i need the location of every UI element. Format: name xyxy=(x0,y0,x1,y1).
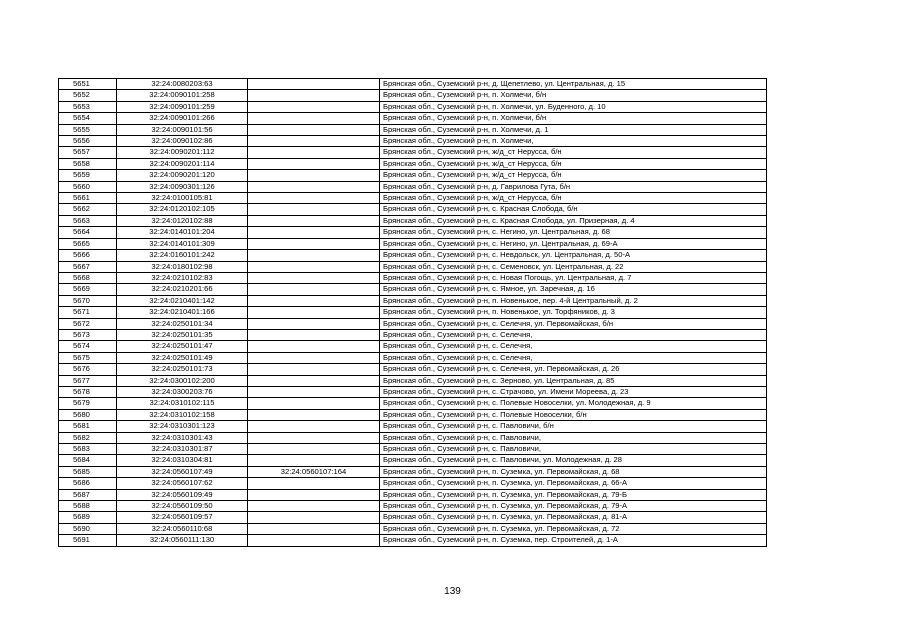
row-number-cell: 5668 xyxy=(59,272,117,283)
table-row xyxy=(59,215,767,226)
row-number-cell: 5684 xyxy=(59,455,117,466)
row-number-cell: 5652 xyxy=(59,90,117,101)
cadastral-number-cell: 32:24:0090101:258 xyxy=(117,90,248,101)
secondary-cadastral-number-cell xyxy=(248,170,380,181)
table-row xyxy=(59,101,767,112)
address-cell: Брянская обл., Суземский р-н, с. Негино, ул. Центральная, д. 68 xyxy=(380,227,767,238)
secondary-cadastral-number-cell xyxy=(248,307,380,318)
secondary-cadastral-number-cell xyxy=(248,455,380,466)
address-cell: Брянская обл., Суземский р-н, с. Страчово, ул. Имени Мореева, д. 23 xyxy=(380,386,767,397)
cadastral-number-cell: 32:24:0210201:66 xyxy=(117,284,248,295)
cadastral-number-cell: 32:24:0250101:47 xyxy=(117,341,248,352)
cadastral-number-cell: 32:24:0210102:83 xyxy=(117,272,248,283)
row-number-cell: 5678 xyxy=(59,386,117,397)
secondary-cadastral-number-cell xyxy=(248,478,380,489)
address-cell: Брянская обл., Суземский р-н, п. Холмечи, ул. Буденного, д. 10 xyxy=(380,101,767,112)
row-number-cell: 5659 xyxy=(59,170,117,181)
cadastral-number-cell: 32:24:0560110:68 xyxy=(117,523,248,534)
table-row xyxy=(59,478,767,489)
table-row xyxy=(59,512,767,523)
secondary-cadastral-number-cell xyxy=(248,329,380,340)
secondary-cadastral-number-cell xyxy=(248,284,380,295)
address-cell: Брянская обл., Суземский р-н, с. Семеновск, ул. Центральная, д. 22 xyxy=(380,261,767,272)
address-cell: Брянская обл., Суземский р-н, с. Негино, ул. Центральная, д. 69-А xyxy=(380,238,767,249)
row-number-cell: 5679 xyxy=(59,398,117,409)
cadastral-number-cell: 32:24:0310304:81 xyxy=(117,455,248,466)
table-row xyxy=(59,432,767,443)
secondary-cadastral-number-cell xyxy=(248,250,380,261)
table-row xyxy=(59,341,767,352)
table-row xyxy=(59,318,767,329)
address-cell: Брянская обл., Суземский р-н, ж/д_ст Неруссa, б/н xyxy=(380,158,767,169)
secondary-cadastral-number-cell xyxy=(248,341,380,352)
table-row xyxy=(59,170,767,181)
row-number-cell: 5677 xyxy=(59,375,117,386)
secondary-cadastral-number-cell xyxy=(248,272,380,283)
cadastral-number-cell: 32:24:0310301:87 xyxy=(117,444,248,455)
address-cell: Брянская обл., Суземский р-н, с. Селечня, ул. Первомайская, д. 26 xyxy=(380,364,767,375)
row-number-cell: 5654 xyxy=(59,113,117,124)
secondary-cadastral-number-cell xyxy=(248,489,380,500)
address-cell: Брянская обл., Суземский р-н, с. Красная Слобода, б/н xyxy=(380,204,767,215)
table-row xyxy=(59,250,767,261)
secondary-cadastral-number-cell xyxy=(248,318,380,329)
address-cell: Брянская обл., Суземский р-н, с. Ямное, ул. Заречная, д. 16 xyxy=(380,284,767,295)
row-number-cell: 5653 xyxy=(59,101,117,112)
row-number-cell: 5651 xyxy=(59,79,117,90)
row-number-cell: 5670 xyxy=(59,295,117,306)
cadastral-number-cell: 32:24:0250101:35 xyxy=(117,329,248,340)
table-row xyxy=(59,501,767,512)
cadastral-number-cell: 32:24:0100105:81 xyxy=(117,193,248,204)
cadastral-number-cell: 32:24:0090101:56 xyxy=(117,124,248,135)
cadastral-number-cell: 32:24:0120102:105 xyxy=(117,204,248,215)
table-row xyxy=(59,227,767,238)
row-number-cell: 5658 xyxy=(59,158,117,169)
table-row xyxy=(59,136,767,147)
cadastral-number-cell: 32:24:0090201:120 xyxy=(117,170,248,181)
table-row xyxy=(59,375,767,386)
row-number-cell: 5680 xyxy=(59,409,117,420)
row-number-cell: 5690 xyxy=(59,523,117,534)
cadastral-number-cell: 32:24:0310301:43 xyxy=(117,432,248,443)
row-number-cell: 5665 xyxy=(59,238,117,249)
address-cell: Брянская обл., Суземский р-н, с. Зерново, ул. Центральная, д. 85 xyxy=(380,375,767,386)
row-number-cell: 5686 xyxy=(59,478,117,489)
row-number-cell: 5655 xyxy=(59,124,117,135)
table-row xyxy=(59,272,767,283)
cadastral-number-cell: 32:24:0140101:204 xyxy=(117,227,248,238)
address-cell: Брянская обл., Суземский р-н, с. Павловичи, xyxy=(380,432,767,443)
secondary-cadastral-number-cell xyxy=(248,158,380,169)
address-cell: Брянская обл., Суземский р-н, п. Новенькое, пер. 4-й Центральный, д. 2 xyxy=(380,295,767,306)
address-cell: Брянская обл., Суземский р-н, ж/д_ст Неруссa, б/н xyxy=(380,193,767,204)
cadastral-number-cell: 32:24:0180102:98 xyxy=(117,261,248,272)
address-cell: Брянская обл., Суземский р-н, с. Павловичи, б/н xyxy=(380,421,767,432)
address-cell: Брянская обл., Суземский р-н, с. Селечня, xyxy=(380,341,767,352)
row-number-cell: 5663 xyxy=(59,215,117,226)
table-row xyxy=(59,466,767,477)
table-row xyxy=(59,329,767,340)
cadastral-number-cell: 32:24:0090301:126 xyxy=(117,181,248,192)
row-number-cell: 5681 xyxy=(59,421,117,432)
secondary-cadastral-number-cell xyxy=(248,409,380,420)
address-cell: Брянская обл., Суземский р-н, п. Холмечи, д. 1 xyxy=(380,124,767,135)
row-number-cell: 5661 xyxy=(59,193,117,204)
row-number-cell: 5673 xyxy=(59,329,117,340)
address-cell: Брянская обл., Суземский р-н, п. Холмечи, б/н xyxy=(380,113,767,124)
secondary-cadastral-number-cell xyxy=(248,535,380,546)
cadastral-number-cell: 32:24:0300203:76 xyxy=(117,386,248,397)
cadastral-number-cell: 32:24:0090101:266 xyxy=(117,113,248,124)
secondary-cadastral-number-cell xyxy=(248,523,380,534)
secondary-cadastral-number-cell xyxy=(248,193,380,204)
table-row xyxy=(59,535,767,546)
cadastral-number-cell: 32:24:0560107:62 xyxy=(117,478,248,489)
address-cell: Брянская обл., Суземский р-н, п. Суземка, пер. Строителей, д. 1-А xyxy=(380,535,767,546)
address-cell: Брянская обл., Суземский р-н, д. Гаврилова Гута, б/н xyxy=(380,181,767,192)
row-number-cell: 5683 xyxy=(59,444,117,455)
secondary-cadastral-number-cell xyxy=(248,295,380,306)
table-row xyxy=(59,386,767,397)
table-row xyxy=(59,90,767,101)
table-row xyxy=(59,489,767,500)
cadastral-number-cell: 32:24:0090102:86 xyxy=(117,136,248,147)
secondary-cadastral-number-cell xyxy=(248,512,380,523)
secondary-cadastral-number-cell xyxy=(248,444,380,455)
row-number-cell: 5671 xyxy=(59,307,117,318)
row-number-cell: 5664 xyxy=(59,227,117,238)
address-cell: Брянская обл., Суземский р-н, с. Павловичи, ул. Молодежная, д. 28 xyxy=(380,455,767,466)
address-cell: Брянская обл., Суземский р-н, с. Новая Погощь, ул. Центральная, д. 7 xyxy=(380,272,767,283)
row-number-cell: 5672 xyxy=(59,318,117,329)
secondary-cadastral-number-cell xyxy=(248,204,380,215)
table-row xyxy=(59,307,767,318)
table-row xyxy=(59,455,767,466)
secondary-cadastral-number-cell xyxy=(248,432,380,443)
secondary-cadastral-number-cell xyxy=(248,375,380,386)
row-number-cell: 5687 xyxy=(59,489,117,500)
table-row xyxy=(59,364,767,375)
cadastral-number-cell: 32:24:0560107:49 xyxy=(117,466,248,477)
table-row xyxy=(59,284,767,295)
table-row xyxy=(59,409,767,420)
cadastral-number-cell: 32:24:0300102:200 xyxy=(117,375,248,386)
address-cell: Брянская обл., Суземский р-н, с. Полевые Новоселки, б/н xyxy=(380,409,767,420)
row-number-cell: 5660 xyxy=(59,181,117,192)
address-cell: Брянская обл., Суземский р-н, п. Новенькое, ул. Торфяников, д. 3 xyxy=(380,307,767,318)
cadastral-number-cell: 32:24:0250101:73 xyxy=(117,364,248,375)
cadastral-number-cell: 32:24:0250101:34 xyxy=(117,318,248,329)
row-number-cell: 5662 xyxy=(59,204,117,215)
cadastral-number-cell: 32:24:0090201:112 xyxy=(117,147,248,158)
table-row xyxy=(59,79,767,90)
secondary-cadastral-number-cell xyxy=(248,136,380,147)
secondary-cadastral-number-cell xyxy=(248,113,380,124)
address-cell: Брянская обл., Суземский р-н, п. Холмечи, б/н xyxy=(380,90,767,101)
address-cell: Брянская обл., Суземский р-н, с. Красная Слобода, ул. Призерная, д. 4 xyxy=(380,215,767,226)
page-number: 139 xyxy=(444,586,461,597)
address-cell: Брянская обл., Суземский р-н, с. Селечня, ул. Первомайская, б/н xyxy=(380,318,767,329)
secondary-cadastral-number-cell xyxy=(248,398,380,409)
secondary-cadastral-number-cell: 32:24:0560107:164 xyxy=(248,466,380,477)
secondary-cadastral-number-cell xyxy=(248,421,380,432)
address-cell: Брянская обл., Суземский р-н, п. Суземка, ул. Первомайская, д. 72 xyxy=(380,523,767,534)
address-cell: Брянская обл., Суземский р-н, д. Щепетлево, ул. Центральная, д. 15 xyxy=(380,79,767,90)
secondary-cadastral-number-cell xyxy=(248,227,380,238)
cadastral-number-cell: 32:24:0310102:158 xyxy=(117,409,248,420)
table-row xyxy=(59,352,767,363)
address-cell: Брянская обл., Суземский р-н, с. Полевые Новоселки, ул. Молодежная, д. 9 xyxy=(380,398,767,409)
row-number-cell: 5691 xyxy=(59,535,117,546)
cadastral-number-cell: 32:24:0560111:130 xyxy=(117,535,248,546)
secondary-cadastral-number-cell xyxy=(248,181,380,192)
address-cell: Брянская обл., Суземский р-н, ж/д_ст Неруссa, б/н xyxy=(380,147,767,158)
row-number-cell: 5667 xyxy=(59,261,117,272)
table-row xyxy=(59,158,767,169)
address-cell: Брянская обл., Суземский р-н, п. Суземка, ул. Первомайская, д. 79-Б xyxy=(380,489,767,500)
address-cell: Брянская обл., Суземский р-н, с. Павловичи, xyxy=(380,444,767,455)
cadastral-number-cell: 32:24:0120102:88 xyxy=(117,215,248,226)
row-number-cell: 5674 xyxy=(59,341,117,352)
cadastral-number-cell: 32:24:0090201:114 xyxy=(117,158,248,169)
secondary-cadastral-number-cell xyxy=(248,352,380,363)
secondary-cadastral-number-cell xyxy=(248,386,380,397)
address-cell: Брянская обл., Суземский р-н, п. Суземка, ул. Первомайская, д. 79-А xyxy=(380,501,767,512)
address-cell: Брянская обл., Суземский р-н, п. Суземка, ул. Первомайская, д. 66-А xyxy=(380,478,767,489)
table-row xyxy=(59,181,767,192)
row-number-cell: 5669 xyxy=(59,284,117,295)
table-row xyxy=(59,421,767,432)
table-row xyxy=(59,398,767,409)
address-cell: Брянская обл., Суземский р-н, с. Селечня, xyxy=(380,329,767,340)
cadastral-number-cell: 32:24:0210401:142 xyxy=(117,295,248,306)
table-row xyxy=(59,444,767,455)
cadastral-number-cell: 32:24:0140101:309 xyxy=(117,238,248,249)
table-row xyxy=(59,113,767,124)
table-body xyxy=(59,79,767,547)
secondary-cadastral-number-cell xyxy=(248,215,380,226)
secondary-cadastral-number-cell xyxy=(248,79,380,90)
table-row xyxy=(59,204,767,215)
row-number-cell: 5688 xyxy=(59,501,117,512)
address-cell: Брянская обл., Суземский р-н, п. Суземка, ул. Первомайская, д. 81-А xyxy=(380,512,767,523)
cadastral-number-cell: 32:24:0090101:259 xyxy=(117,101,248,112)
row-number-cell: 5682 xyxy=(59,432,117,443)
address-cell: Брянская обл., Суземский р-н, п. Холмечи, xyxy=(380,136,767,147)
cadastral-number-cell: 32:24:0160101:242 xyxy=(117,250,248,261)
address-cell: Брянская обл., Суземский р-н, с. Невдольск, ул. Центральная, д. 50-А xyxy=(380,250,767,261)
cadastral-number-cell: 32:24:0560109:57 xyxy=(117,512,248,523)
address-cell: Брянская обл., Суземский р-н, с. Селечня, xyxy=(380,352,767,363)
secondary-cadastral-number-cell xyxy=(248,238,380,249)
cadastral-number-cell: 32:24:0080203:63 xyxy=(117,79,248,90)
cadastral-number-cell: 32:24:0250101:49 xyxy=(117,352,248,363)
row-number-cell: 5656 xyxy=(59,136,117,147)
table-row xyxy=(59,523,767,534)
cadastral-number-cell: 32:24:0560109:49 xyxy=(117,489,248,500)
address-cell: Брянская обл., Суземский р-н, п. Суземка, ул. Первомайская, д. 68 xyxy=(380,466,767,477)
address-cell: Брянская обл., Суземский р-н, ж/д_ст Неруссa, б/н xyxy=(380,170,767,181)
secondary-cadastral-number-cell xyxy=(248,147,380,158)
secondary-cadastral-number-cell xyxy=(248,124,380,135)
table-row xyxy=(59,261,767,272)
secondary-cadastral-number-cell xyxy=(248,101,380,112)
row-number-cell: 5657 xyxy=(59,147,117,158)
secondary-cadastral-number-cell xyxy=(248,501,380,512)
secondary-cadastral-number-cell xyxy=(248,90,380,101)
cadastral-number-cell: 32:24:0560109:50 xyxy=(117,501,248,512)
table-row xyxy=(59,238,767,249)
secondary-cadastral-number-cell xyxy=(248,364,380,375)
row-number-cell: 5675 xyxy=(59,352,117,363)
row-number-cell: 5685 xyxy=(59,466,117,477)
table-row xyxy=(59,124,767,135)
table-row xyxy=(59,193,767,204)
table-row xyxy=(59,147,767,158)
cadastral-number-cell: 32:24:0310102:115 xyxy=(117,398,248,409)
row-number-cell: 5666 xyxy=(59,250,117,261)
row-number-cell: 5689 xyxy=(59,512,117,523)
table-row xyxy=(59,295,767,306)
cadastral-number-cell: 32:24:0210401:166 xyxy=(117,307,248,318)
property-registry-table xyxy=(58,78,767,547)
cadastral-number-cell: 32:24:0310301:123 xyxy=(117,421,248,432)
row-number-cell: 5676 xyxy=(59,364,117,375)
secondary-cadastral-number-cell xyxy=(248,261,380,272)
